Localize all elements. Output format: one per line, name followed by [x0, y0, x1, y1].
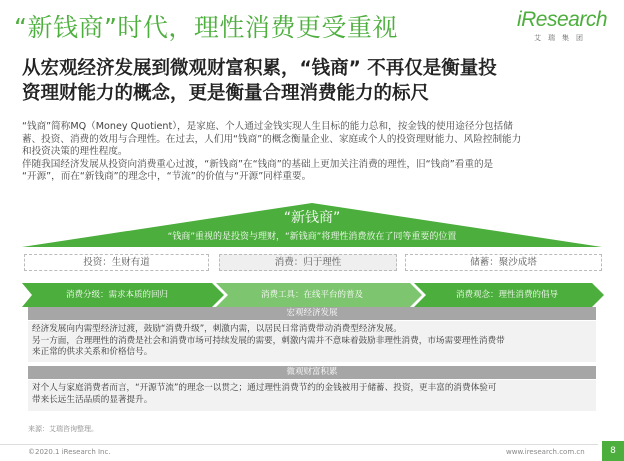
pillar-savings: 储蓄：聚沙成塔 — [405, 254, 602, 271]
intro-line: 蓄、投资、消费的效用与合理性。在过去，人们用“钱商”的概念衡量企业、家庭或个人的投资理财能力、风险控制能力 — [22, 133, 522, 145]
arrow-label-consumption-concept: 消费观念：理性消费的倡导 — [455, 290, 558, 300]
logo-subtitle: 艾瑞集团 — [534, 34, 590, 42]
footer-divider — [0, 444, 598, 445]
logo-wordmark: iResearch — [516, 8, 608, 31]
iresearch-logo — [514, 8, 610, 43]
section-line: 经济发展向内需型经济过渡，鼓励“消费升级”，刺激内需，以居民日常消费带动消费型经济发展。 — [32, 324, 402, 334]
page-number: 8 — [602, 441, 624, 461]
page-title: “新钱商”时代，理性消费更受重视 — [14, 13, 398, 42]
pillar-investment: 投资：生财有道 — [24, 254, 209, 271]
intro-line: 伴随我国经济发展从投资向消费重心过渡，“新钱商”在“钱商”的基础上更加关注消费的理性，旧“钱商”看重的是 — [22, 158, 494, 170]
section-body-macro — [28, 321, 596, 362]
section-line: 对个人与家庭消费者而言，“开源节流”的理念一以贯之；通过理性消费节约的金钱被用于储蓄、投资，更丰富的消费体验可 — [32, 383, 497, 393]
intro-paragraph — [22, 121, 614, 184]
section-line: 带来长远生活品质的显著提升。 — [32, 394, 153, 405]
arrow-label-consumption-tools: 消费工具：在线平台的普及 — [260, 290, 363, 300]
pillar-consumption: 消费：归于理性 — [219, 254, 397, 271]
copyright: ©2020.1 iResearch Inc. — [28, 448, 111, 456]
page-subtitle — [22, 56, 612, 106]
section-line: 来正常的供求关系和价格信号。 — [32, 347, 153, 357]
subtitle-line: 资理财能力的概念，更是衡量合理消费能力的标尺 — [22, 83, 430, 104]
section-line: 另一方面，合理理性的消费是社会和消费市场可持续发展的需要，刺激内需并不意味着鼓励非理性消费，市场需要理性消费带 — [32, 335, 505, 346]
section-heading-micro: 微观财富积累 — [28, 366, 596, 379]
website-link[interactable]: www.iresearch.com.cn — [506, 448, 585, 456]
subtitle-line: 从宏观经济发展到微观财富积累，“钱商” 不再仅是衡量投 — [22, 58, 497, 79]
arrow-label-consumption-tiers: 消费分级：需求本质的回归 — [65, 290, 168, 300]
intro-line: 和投资决策的理性程度。 — [22, 146, 128, 157]
section-body-micro — [28, 380, 596, 411]
intro-line: “开源”，而在“新钱商”的理念中，“节流”的价值与“开源”同样重要。 — [22, 171, 312, 182]
source-note: 来源：艾瑞咨询整理。 — [28, 425, 98, 433]
roof-title: “新钱商” — [283, 210, 341, 226]
intro-line: “钱商”简称MQ（Money Quotient），是家庭、个人通过金钱实现人生目标的能力总和，按金钱的使用途径分包括储 — [22, 121, 513, 132]
section-heading-macro: 宏观经济发展 — [28, 307, 596, 320]
roof-description: “钱商”重视的是投资与理财，“新钱商”将理性消费放在了同等重要的位置 — [167, 232, 457, 242]
